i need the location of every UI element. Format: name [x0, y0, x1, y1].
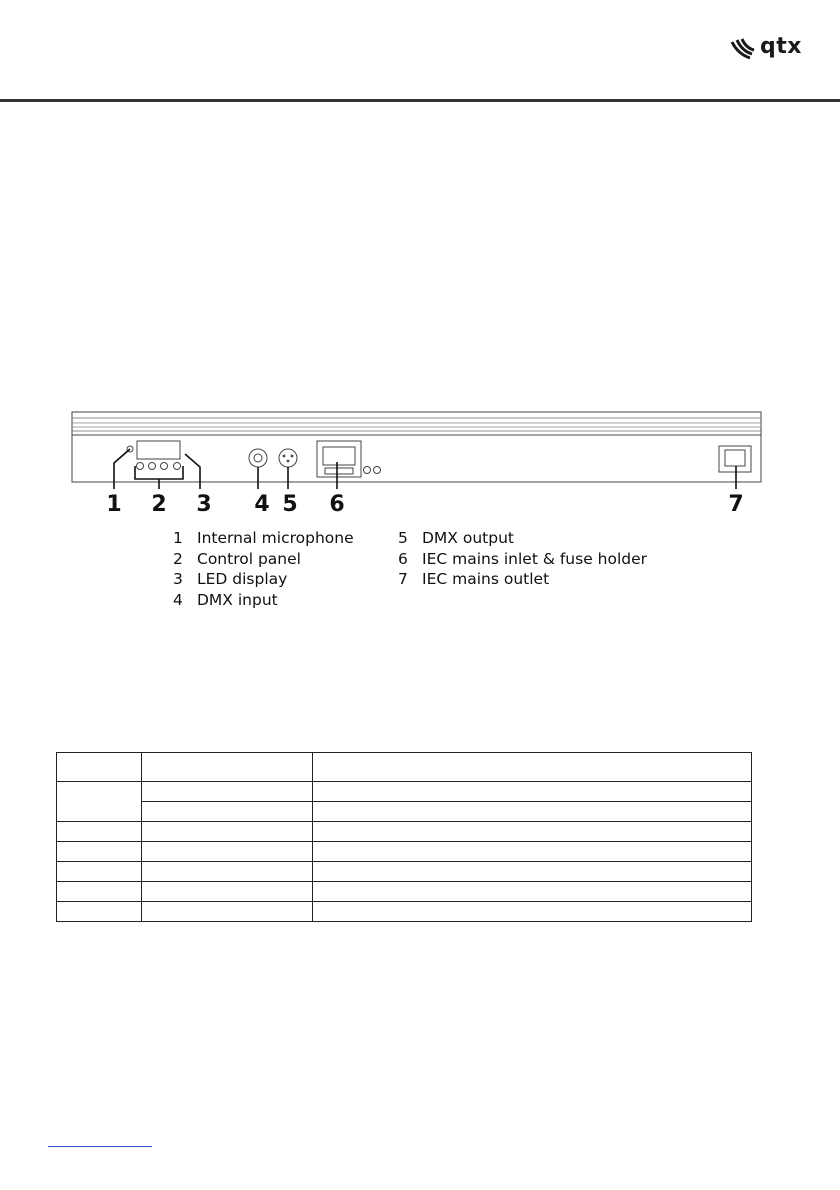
table-header-row — [57, 753, 752, 782]
legend-label: LED display — [197, 570, 288, 588]
callout-number: 3 — [196, 492, 212, 517]
callout-number: 1 — [106, 492, 122, 517]
table-cell — [313, 882, 752, 902]
table-cell — [142, 782, 313, 802]
legend-label: IEC mains inlet & fuse holder — [422, 549, 648, 568]
table-cell — [142, 822, 313, 842]
callout-number: 7 — [728, 492, 744, 517]
legend-label: Control panel — [197, 549, 301, 568]
table-cell — [57, 902, 142, 922]
footer-link-underline[interactable] — [48, 1146, 152, 1147]
legend-label: DMX output — [422, 529, 514, 547]
table-cell — [57, 822, 142, 842]
legend-left — [173, 528, 354, 610]
legend-number: 3 — [173, 570, 183, 588]
table-cell — [313, 902, 752, 922]
legend-item — [398, 528, 647, 549]
legend-item — [173, 590, 354, 611]
legend-item — [398, 569, 647, 590]
legend-label: IEC mains outlet — [422, 570, 550, 588]
panel-body — [72, 412, 761, 482]
legend-right — [398, 528, 647, 590]
callout-numbers — [106, 492, 743, 517]
table-row — [57, 842, 752, 862]
legend-number: 6 — [398, 549, 408, 568]
legend-number: 1 — [173, 529, 183, 547]
legend-number: 4 — [173, 590, 183, 609]
callout-number: 4 — [254, 492, 270, 517]
header-divider — [0, 99, 840, 102]
table-cell — [142, 882, 313, 902]
table-row — [57, 862, 752, 882]
table-row — [57, 782, 752, 802]
legend-item — [173, 569, 354, 590]
legend-label: Internal microphone — [197, 529, 354, 547]
table-cell — [57, 862, 142, 882]
table-cell — [142, 802, 313, 822]
table-cell — [313, 842, 752, 862]
legend-number: 2 — [173, 549, 183, 568]
table-cell — [142, 902, 313, 922]
table-row — [57, 882, 752, 902]
table-cell — [313, 862, 752, 882]
rear-panel-diagram — [0, 400, 840, 520]
table-cell — [313, 753, 752, 782]
legend-item — [398, 549, 647, 570]
callout-number: 6 — [329, 492, 345, 517]
table-cell — [313, 822, 752, 842]
table-cell — [313, 782, 752, 802]
table-cell — [57, 753, 142, 782]
table-row — [57, 902, 752, 922]
table-cell — [57, 882, 142, 902]
table-row — [57, 822, 752, 842]
legend-label: DMX input — [197, 590, 278, 609]
table-cell — [142, 842, 313, 862]
callout-number: 5 — [282, 492, 298, 517]
legend-number: 5 — [398, 529, 408, 547]
table-cell — [57, 842, 142, 862]
legend-item — [173, 549, 354, 570]
legend-item — [173, 528, 354, 549]
brand-logo-text: qtx — [760, 34, 802, 59]
callout-number: 2 — [151, 492, 167, 517]
table-cell — [142, 862, 313, 882]
legend-number: 7 — [398, 570, 408, 588]
table-cell — [57, 782, 142, 822]
spec-table — [56, 752, 752, 922]
table-cell — [142, 753, 313, 782]
table-row — [57, 802, 752, 822]
table-cell — [313, 802, 752, 822]
